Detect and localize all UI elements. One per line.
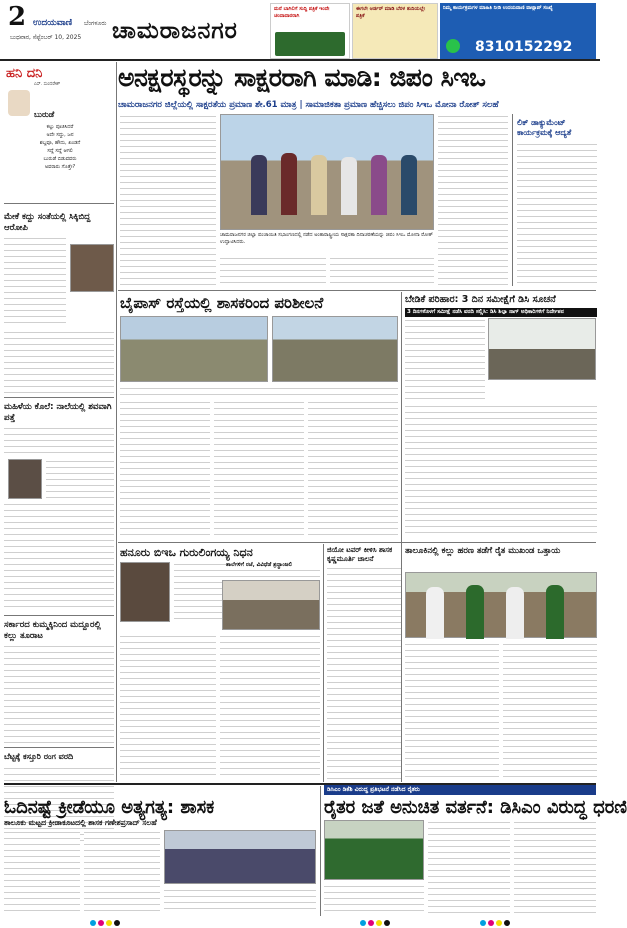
story-stone-pelting-head: ಸರ್ಕಾರದ ಕುಮ್ಮಕ್ಕಿನಿಂದ ಮದ್ದೂರಲ್ಲಿ ಕಲ್ಲು ತೂರಾಟ [4,620,101,641]
bypass-body [120,400,210,540]
hani-line: ಅದೇ ಸದ್ದು, ಜನ [46,132,74,138]
sports-body [164,888,316,914]
cartoon-icon [8,90,30,116]
main-story-body [120,114,216,286]
sports-body [84,830,160,914]
ad-order[interactable] [352,3,438,59]
protest-photo [324,820,424,880]
hani-line: ಬುರುಡೆ ಬಿಡುವವರು [43,156,77,162]
sports-headline: ಓದಿನಷ್ಟೆ ಕ್ರೀಡೆಯೂ ಅತ್ಯಗತ್ಯ: ಶಾಸಕ [4,797,215,818]
story-body [4,330,114,394]
ad-whatsapp-phone: 8310152292 [475,39,573,55]
registration-dot [496,920,502,926]
main-headline: ಅನಕ್ಷರಸ್ಥರನ್ನು ಸಾಕ್ಷರರಾಗಿ ಮಾಡಿ: ಜಿಪಂ ಸಿಇಒ [118,63,486,92]
main-photo-caption: ಚಾಮರಾಜನಗರ ಜಿಲ್ಲಾ ಪಂಚಾಯಿತಿ ಸಭಾಂಗಣದಲ್ಲಿ ನಡೆದ ಅಂತಾರಾಷ್ಟ್ರೀಯ ಸಾಕ್ಷರತಾ ದಿನಾಚರಣೆಯನ್ನು ಜಿಪಂ ಸಿಇಒ ಮೋನಾ ರೋತ್ ಉದ್ಘಾಟಿಸಿದರು. [220,232,433,245]
protest-body [324,884,424,914]
bypass-body [214,400,304,540]
mla-body [327,566,401,780]
hani-dani-heading: ಬುರುಡೆ [34,110,55,119]
story-kasturi-head: ಬೆಟ್ಟಕ್ಕೆ ಕಸ್ತೂರಿ ರಂಗ ವರದಿ [4,752,74,761]
bypass-photo-2 [272,316,398,382]
bypass-headline: ಬೈಪಾಸ್ ರಸ್ತೆಯಲ್ಲಿ ಶಾಸಕರಿಂದ ಪರಿಶೀಲನೆ [120,294,324,312]
hani-dani-byline: ಎಸ್. ಸುಂದರೇಶ್ [34,82,61,87]
hani-line: ಶಬ್ದವೂ, ಹೌದು, ಖಂಡನೆ [39,140,81,146]
farmer-body [503,642,597,780]
protest-body [428,820,510,914]
beo-body [120,634,216,780]
masthead [0,0,600,60]
story-goat-theft-head: ಮೇಕೆ ಕದ್ದು ಸಂತೆಯಲ್ಲಿ ಸಿಕ್ಕಿಬಿದ್ದ ಆರೋಪಿ [4,212,91,233]
ad-subscribe-text: ಮನೆ ಬಾಗಿಲಿಗೆ ಸುದ್ದಿ ಪತ್ರಿಕೆ ಇಂದೇ ಚಂದಾದಾರರಾಗಿ [274,6,330,19]
ad-subscribe[interactable] [270,3,350,59]
main-subhead: ಚಾಮರಾಜನಗರ ಜಿಲ್ಲೆಯಲ್ಲಿ ಸಾಕ್ಷರತೆಯ ಪ್ರಮಾಣ ಶೇ.61 ಮಾತ್ರ | ಸಾಮಾಜಿಕತಾ ಪ್ರಮಾಣ ಹೆಚ್ಚಿಸಲು ಜಿಪಂ ಸಿಇಒ ಮೋನಾ ರೋತ್ ಸಲಹೆ [118,100,499,110]
registration-dot [90,920,96,926]
story-body [4,644,114,744]
mla-headline: ಜಿಯೋ ಟವರ್ ಕೀಳಿಸಿ ಶಾಸಕ ಕೃಷ್ಣಮೂರ್ತಿ ಚಾಲನೆ [327,546,393,563]
school-headline: ಶಾಲೆಗಳಿಗೆ ರಜೆ, ವಿವಿಧೆಡೆ ಶ್ರದ್ಧಾಂಜಲಿ [226,562,320,569]
left-column [4,64,114,854]
sports-subhead: ತಾಲೂಕು ಮಟ್ಟದ ಕ್ರೀಡಾಕೂಟದಲ್ಲಿ ಶಾಸಕ ಗಣೇಶಪ್ರಸಾದ್ ಸಲಹೆ [4,818,157,827]
date-line: ಬುಧವಾರ, ಸೆಪ್ಟೆಂಬರ್ 10, 2025 [10,34,82,41]
tribute-photo [222,580,320,630]
registration-dot [368,920,374,926]
section-title: ಚಾಮರಾಜನಗರ [112,18,238,44]
bypass-photo [120,316,268,382]
protest-headline: ರೈತರ ಜತೆ ಅನುಚಿತ ವರ್ತನೆ: ಡಿಸಿಎಂ ವಿರುದ್ಧ ಧರಣಿ [324,797,627,818]
dc-body [405,318,485,400]
farmer-photo [405,572,597,638]
main-story-body [330,256,434,286]
dc-subhead: 3 ದಿನಗಳೊಳಗೆ ಸಮೀಕ್ಷೆ ನಡೆಸಿ ವರದಿ ಸಲ್ಲಿಸಿ: ಡಿಸಿ ಶಿಲ್ಪಾ ನಾಗ್ ಅಧಿಕಾರಿಗಳಿಗೆ ನಿರ್ದೇಶನ [405,308,597,317]
print-registration-bar [0,918,600,928]
farmer-headline: ತಾಲೂಕಿನಲ್ಲಿ ಕಲ್ಲು ಹರಣ ತಡೆಗೆ ರೈತ ಮುಖಂಡ ಒತ್ತಾಯ [405,546,561,556]
story-body [4,502,114,612]
story-body [4,236,66,328]
registration-dot [504,920,510,926]
hani-line: ಸದ್ದೆ ಸದ್ದೆ ಆಗಲಿ [47,148,73,154]
side-story-body [517,142,597,286]
main-story-body [438,114,508,286]
main-story-body [220,256,326,286]
beo-portrait [120,562,170,622]
story-body [4,426,114,456]
registration-dot [384,920,390,926]
photo-caption [120,386,398,396]
phone-icon [275,32,345,56]
bypass-body [308,400,398,540]
main-story-photo [220,114,434,230]
registration-dot [98,920,104,926]
farmer-body [405,642,499,780]
story-body [46,459,114,499]
beo-body [220,634,320,780]
registration-dot [376,920,382,926]
victim-photo [8,459,42,499]
hani-line: ಕಲ್ಲು ಪೂಜಿಸಿದರೆ [46,124,74,130]
dc-headline: ಬೇಡಿಕೆ ಪರಿಹಾರ: 3 ದಿನ ಸಮೀಕ್ಷೆಗೆ ಡಿಸಿ ಸೂಚನೆ [405,294,556,305]
registration-dot [480,920,486,926]
whatsapp-icon [446,39,460,53]
story-woman-murder-head: ಮಹಿಳೆಯ ಕೊಲೆ: ನಾಲೆಯಲ್ಲಿ ಶವವಾಗಿ ಪತ್ತೆ [4,402,112,423]
side-story-head: ಲಿಕ್ ಡಾಕ್ಯುಮೆಂಟ್ ಕಾರ್ಯಕ್ರಮಕ್ಕೆ ಆದ್ಯತೆ [517,118,572,137]
registration-dot [114,920,120,926]
hani-dani-title: ಹನಿ ದನಿ [6,66,43,81]
registration-dot [488,920,494,926]
ad-whatsapp-text: ನಿಮ್ಮ ಕಾರ್ಯಕ್ರಮಗಳ ಮಾಹಿತಿ ನೀಡಿ ಉದಯವಾಣಿ ವಾಟ್ಸಾಪ್ ಸಂಖ್ಯೆ [443,5,553,11]
dc-meeting-photo [488,318,596,380]
sports-photo [164,830,316,884]
accused-photo [70,244,114,292]
page-number: 2 [8,2,27,32]
paper-name: ಉದಯವಾಣಿ [33,18,73,28]
hani-dani-box [4,64,114,204]
protest-body [514,820,596,914]
paper-edition: ಬೆಂಗಳೂರು [84,20,107,27]
hani-line: ಅವರಾರು ಗೊತ್ತೇ? [44,164,76,170]
dc-body [405,404,597,538]
protest-banner: ಡಿಸಿಎಂ ಡಿಕೆಶಿ ವಿರುದ್ಧ ಪ್ರತಿಭಟನೆ ನಡೆಸಿದ ರೈತರು [324,785,596,795]
ad-order-text: ಈಗಲೇ ಆರ್ಡರ್ ಮಾಡಿ ಬೆರಳ ತುದಿಯಲ್ಲೇ ಪತ್ರಿಕೆ [356,6,426,19]
sports-body [4,830,80,914]
beo-headline: ಹನೂರು ಬಿಇಒ ಗುರುಲಿಂಗಯ್ಯ ನಿಧನ [120,546,253,559]
registration-dot [106,920,112,926]
ad-whatsapp[interactable] [440,3,596,59]
registration-dot [360,920,366,926]
